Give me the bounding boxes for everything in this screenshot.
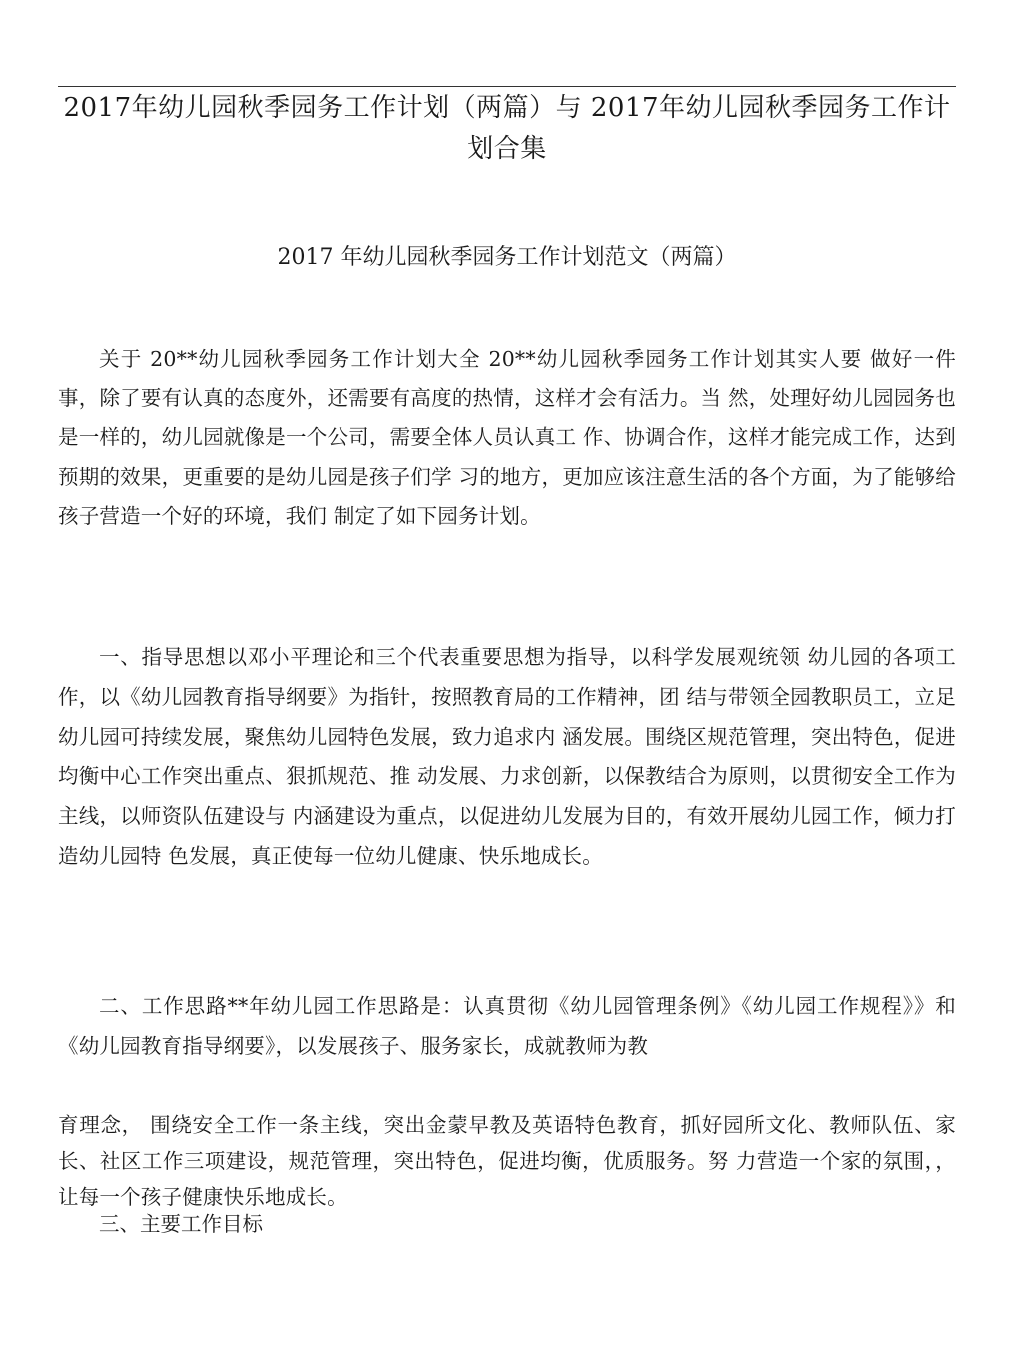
work-approach-paragraph: 二、工作思路**年幼儿园工作思路是：认真贯彻《幼儿园管理条例》《幼儿园工作规程》》和《幼儿园教育指导纲要》，以发展孩子、服务家长，成就教师为教	[58, 994, 956, 1058]
section-title: 2017 年幼儿园秋季园务工作计划范文（两篇）	[277, 245, 737, 270]
document-title: 2017年幼儿园秋季园务工作计划（两篇）与 2017年幼儿园秋季园务工作计划合集	[63, 93, 951, 164]
main-goals-heading: 三、主要工作目标	[99, 1212, 263, 1236]
work-approach-continued-paragraph: 育理念， 围绕安全工作一条主线，突出金蒙早教及英语特色教育，抓好园所文化、教师队伍、家长、社区工作三项建设，规范管理，突出特色，促进均衡，优质服务。努 力营造一个家的氛围，，让每一个孩子健康快乐地成长。	[58, 1113, 956, 1209]
header-rule	[58, 86, 956, 87]
intro-paragraph: 关于 20**幼儿园秋季园务工作计划大全 20**幼儿园秋季园务工作计划其实人要 做好一件事，除了要有认真的态度外，还需要有高度的热情，这样才会有活力。当 然，处理好幼儿园园务也是一样的，幼儿园就像是一个公司，需要全体人员认真工 作、协调合作，这样才能完成工作，达到预期的效果，更重要的是幼儿园是孩子们学 习的地方，更加应该注意生活的各个方面，为了能够给孩子营造一个好的环境，我们 制定了如下园务计划。	[58, 347, 956, 528]
guiding-ideology-paragraph: 一、指导思想以邓小平理论和三个代表重要思想为指导，以科学发展观统领 幼儿园的各项工作，以《幼儿园教育指导纲要》为指针，按照教育局的工作精神，团 结与带领全园教职员工，立足幼儿园可持续发展，聚焦幼儿园特色发展，致力追求内 涵发展。围绕区规范管理，突出特色，促进均衡中心工作突出重点、狠抓规范、推 动发展、力求创新，以保教结合为原则，以贯彻安全工作为主线，以师资队伍建设与 内涵建设为重点，以促进幼儿发展为目的，有效开展幼儿园工作，倾力打造幼儿园特 色发展，真正使每一位幼儿健康、快乐地成长。	[58, 645, 956, 868]
